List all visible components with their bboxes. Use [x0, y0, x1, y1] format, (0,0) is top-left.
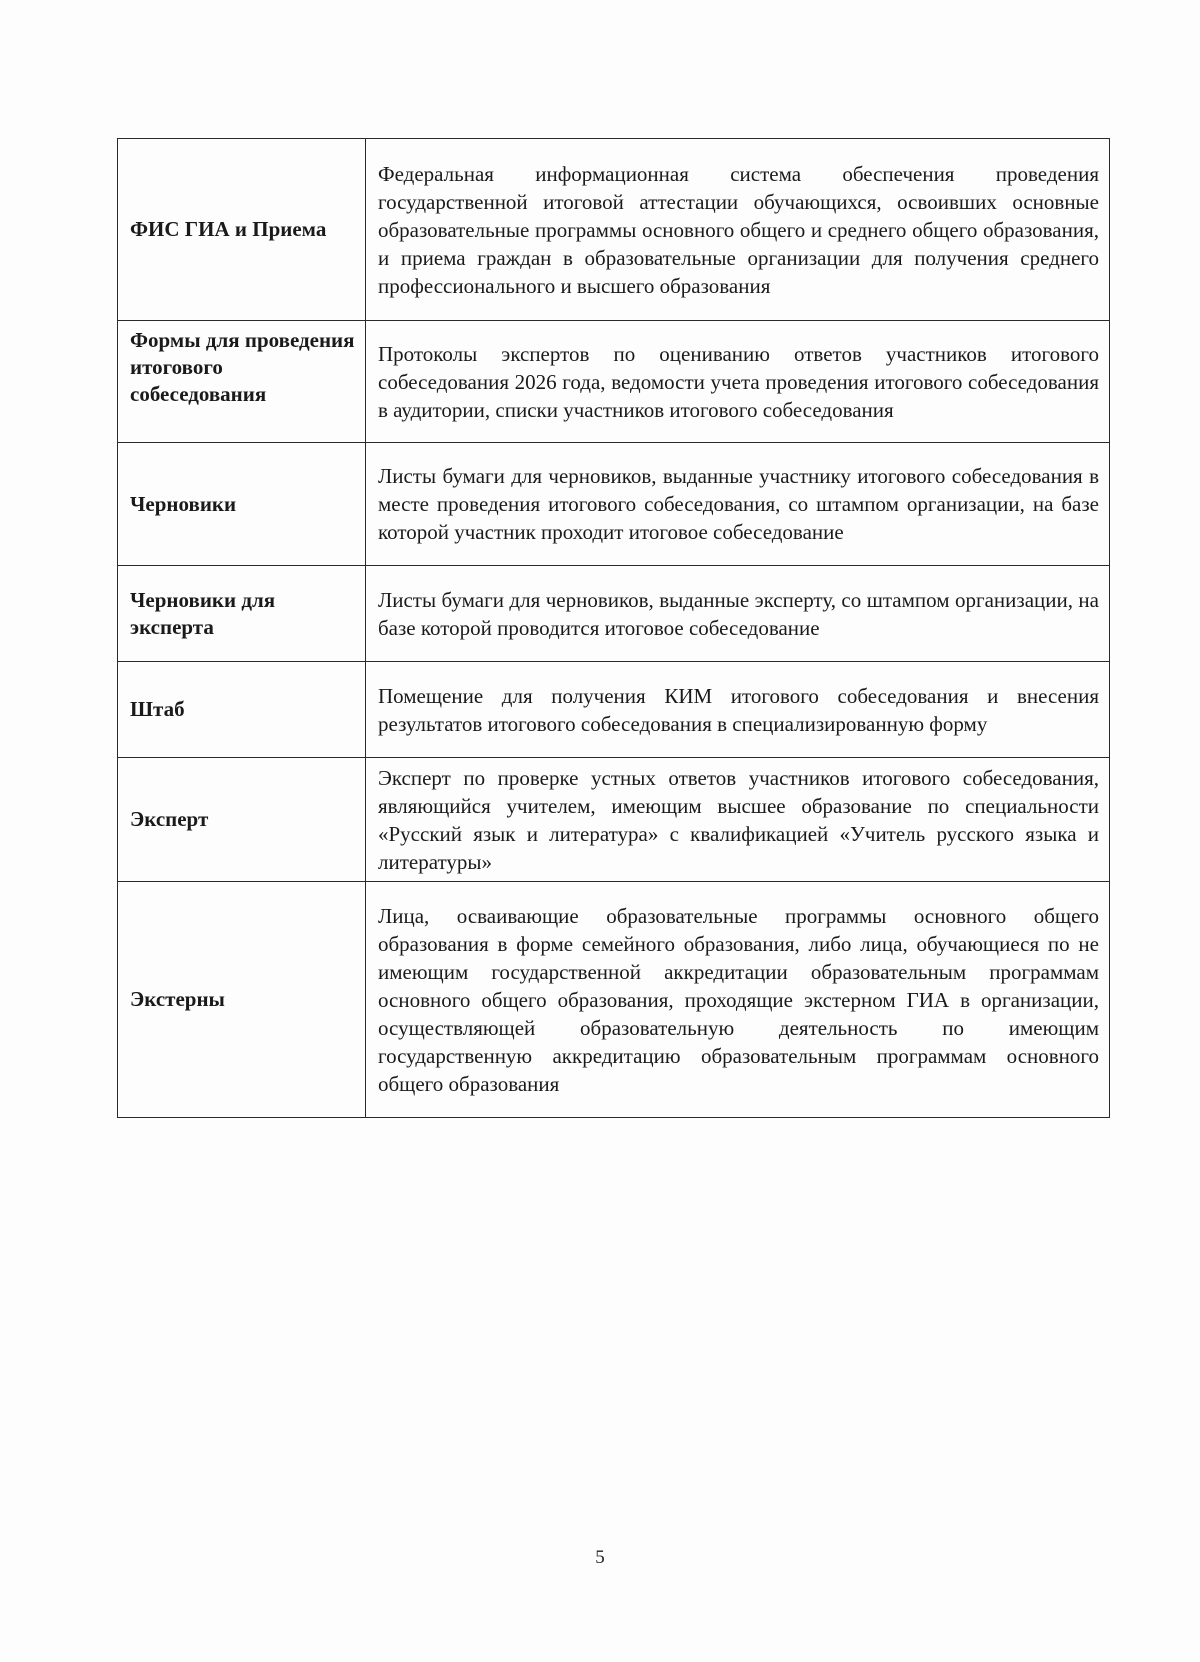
definition-cell: Помещение для получения КИМ итогового собеседования и внесения результатов итогового собеседования в специализированную форму	[366, 662, 1110, 758]
term-cell: Экстерны	[118, 882, 366, 1118]
term-cell: Черновики для эксперта	[118, 566, 366, 662]
definition-cell: Протоколы экспертов по оцениванию ответов участников итогового собеседования 2026 года, ведомости учета проведения итогового собеседования в аудитории, списки участников итогового собеседования	[366, 321, 1110, 443]
table-row	[118, 662, 1110, 758]
table-row	[118, 443, 1110, 566]
definition-cell: Лица, осваивающие образовательные программы основного общего образования в форме семейного образования, либо лица, обучающиеся по не имеющим государственной аккредитации образовательным программам основного общего образования, проходящие экстерном ГИА в организации, осуществляющей образовательную деятельность по имеющим государственную аккредитацию образовательным программам основного общего образования	[366, 882, 1110, 1118]
table-row	[118, 882, 1110, 1118]
table-row	[118, 139, 1110, 321]
definition-cell: Федеральная информационная система обеспечения проведения государственной итоговой аттестации обучающихся, освоивших основные образовательные программы основного общего и среднего общего образования, и приема граждан в образовательные организации для получения среднего профессионального и высшего образования	[366, 139, 1110, 321]
definition-cell: Листы бумаги для черновиков, выданные участнику итогового собеседования в месте проведения итогового собеседования, со штампом организации, на базе которой участник проходит итоговое собеседование	[366, 443, 1110, 566]
term-cell: ФИС ГИА и Приема	[118, 139, 366, 321]
term-cell: Черновики	[118, 443, 366, 566]
term-cell: Эксперт	[118, 758, 366, 882]
table-row	[118, 566, 1110, 662]
page-number: 5	[595, 1547, 605, 1568]
table-row	[118, 758, 1110, 882]
term-cell: Формы для проведения итогового собеседования	[118, 321, 366, 443]
definition-cell: Листы бумаги для черновиков, выданные эксперту, со штампом организации, на базе которой проводится итоговое собеседование	[366, 566, 1110, 662]
term-cell: Штаб	[118, 662, 366, 758]
table-row	[118, 321, 1110, 443]
definition-cell: Эксперт по проверке устных ответов участников итогового собеседования, являющийся учителем, имеющим высшее образование по специальности «Русский язык и литература» с квалификацией «Учитель русского языка и литературы»	[366, 758, 1110, 882]
glossary-table	[117, 138, 1110, 1118]
